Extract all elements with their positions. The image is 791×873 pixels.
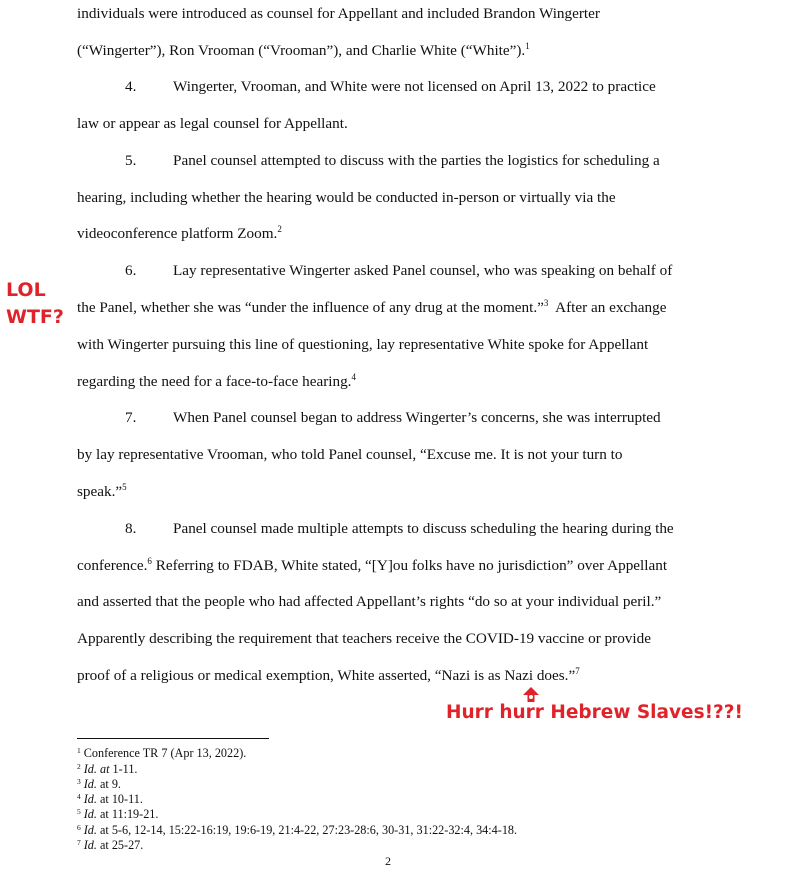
- paragraph-7: 7. When Panel counsel began to address Wingerter’s concerns, she was interrupted: [125, 409, 661, 426]
- text-line: hearing, including whether the hearing would be conducted in-person or virtually via the: [77, 189, 616, 206]
- text-line: law or appear as legal counsel for Appellant.: [77, 115, 348, 132]
- text-line: conference.$^6$ Referring to FDAB, White stated, “[Y]ou folks have no jurisdiction” over Appellant: [77, 556, 668, 574]
- annotation-lol-wtf: LOL WTF?: [6, 279, 64, 328]
- footnote-6: $^6$ Id. at 5-6, 12-14, 15:22-16:19, 19:6-19, 21:4-22, 27:23-28:6, 30-31, 31:22-32:4, 34:4-18.: [77, 823, 518, 837]
- footnote-ref: 1: [525, 41, 530, 51]
- footnote-ref: 3: [543, 298, 549, 308]
- paragraph-8: 8. Panel counsel made multiple attempts to discuss scheduling the hearing during the: [125, 520, 674, 537]
- footnote-4: $^4$ Id. at 10-11.: [77, 792, 143, 806]
- paragraph-5: 5. Panel counsel attempted to discuss with the parties the logistics for scheduling a: [125, 152, 660, 169]
- footnote-ref: 6: [147, 556, 152, 566]
- text-line: individuals were introduced as counsel for Appellant and included Brandon Wingerter: [77, 5, 600, 22]
- footnote-1: $^1$ Conference TR 7 (Apr 13, 2022).: [77, 746, 247, 760]
- text-line: proof of a religious or medical exemption, White asserted, “Nazi is as Nazi does.”$^7$: [77, 666, 580, 684]
- paragraph-number: 6.: [125, 262, 137, 279]
- text-line: (“Wingerter”), Ron Vrooman (“Vrooman”), and Charlie White (“White”).$^1$: [77, 41, 530, 59]
- text-line: by lay representative Vrooman, who told Panel counsel, “Excuse me. It is not your turn to: [77, 446, 623, 463]
- footnote-ref: 4: [351, 372, 356, 382]
- paragraph-4: 4. Wingerter, Vrooman, and White were not licensed on April 13, 2022 to practice: [125, 78, 656, 95]
- paragraph-number: 5.: [125, 152, 137, 169]
- footnote-ref: 2: [277, 224, 282, 234]
- text-line: with Wingerter pursuing this line of questioning, lay representative White spoke for Appellant: [77, 336, 649, 353]
- footnote-7: $^7$ Id. at 25-27.: [77, 838, 144, 852]
- annotation-hebrew-slaves: Hurr hurr Hebrew Slaves!??!: [446, 702, 743, 723]
- paragraph-number: 4.: [125, 78, 137, 95]
- paragraph-number: 7.: [125, 409, 137, 426]
- footnote-divider: [77, 738, 269, 739]
- footnote-3: $^3$ Id. at 9.: [77, 777, 121, 791]
- text-line: videoconference platform Zoom.$^2$: [77, 224, 282, 242]
- footnote-ref: 5: [122, 482, 127, 492]
- footnote-2: $^2$ Id. at 1-11.: [77, 762, 138, 776]
- page-number: 2: [385, 854, 391, 868]
- footnote-ref: 7: [575, 666, 580, 676]
- paragraph-number: 8.: [125, 520, 137, 537]
- text-line: the Panel, whether she was “under the influence of any drug at the moment.”$^3$ After an exchange: [77, 298, 667, 316]
- paragraph-6: 6. Lay representative Wingerter asked Panel counsel, who was speaking on behalf of: [125, 262, 673, 279]
- text-line: Apparently describing the requirement that teachers receive the COVID-19 vaccine or provide: [77, 630, 651, 647]
- footnote-5: $^5$ Id. at 11:19-21.: [77, 807, 159, 821]
- text-line: regarding the need for a face-to-face hearing.$^4$: [77, 372, 356, 390]
- text-line: and asserted that the people who had affected Appellant’s rights “do so at your individual peril.”: [77, 593, 662, 610]
- text-line: speak.”$^5$: [77, 482, 127, 500]
